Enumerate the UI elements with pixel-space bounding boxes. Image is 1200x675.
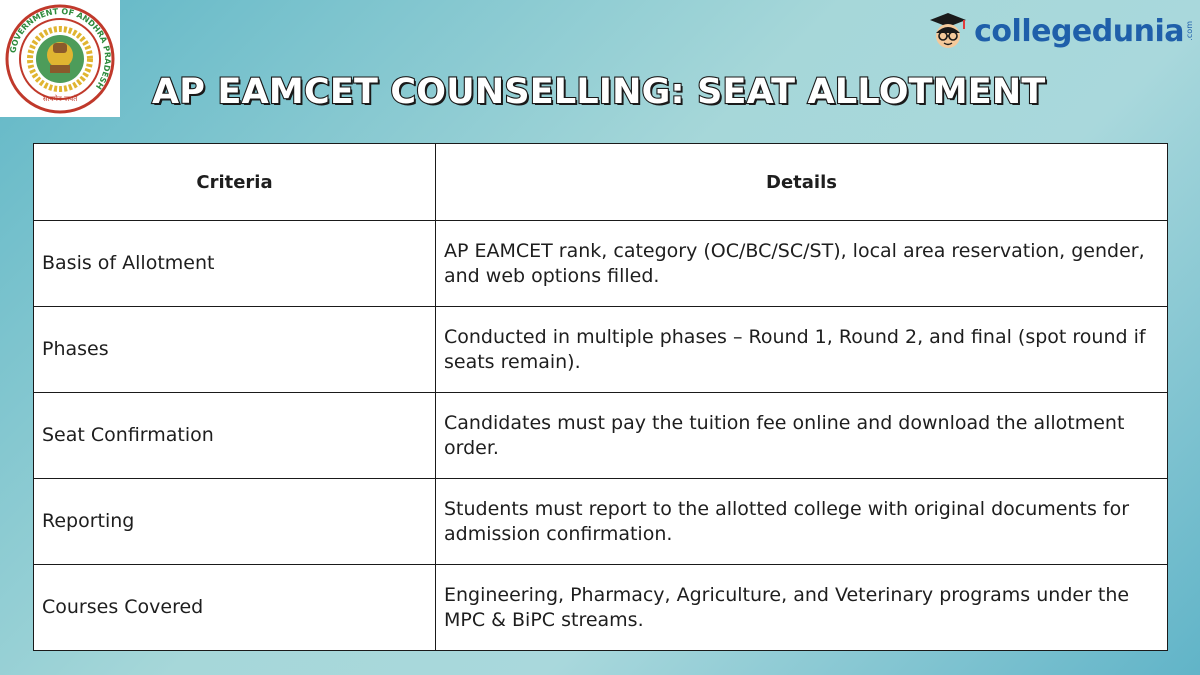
table-header-row [34,144,1168,221]
table-row [34,565,1168,651]
criteria-cell: Phases [34,307,436,393]
details-cell: Candidates must pay the tuition fee online and download the allotment order. [436,393,1168,479]
table-row [34,479,1168,565]
details-cell: Students must report to the allotted college with original documents for admission confirmation. [436,479,1168,565]
table-row [34,393,1168,479]
emblem-ring-text: GOVERNMENT OF ANDHRA PRADESH [8,6,113,91]
emblem-motto: सत्यमेव जयते [42,95,78,103]
column-header-details: Details [436,144,1168,221]
emblem-seal-icon [4,3,116,115]
criteria-cell: Basis of Allotment [34,221,436,307]
graduate-mascot-icon [926,9,970,53]
details-cell: Engineering, Pharmacy, Agriculture, and Veterinary programs under the MPC & BiPC streams. [436,565,1168,651]
criteria-cell: Seat Confirmation [34,393,436,479]
seat-allotment-table [33,143,1168,651]
criteria-cell: Reporting [34,479,436,565]
table-row [34,307,1168,393]
details-cell: AP EAMCET rank, category (OC/BC/SC/ST), local area reservation, gender, and web options filled. [436,221,1168,307]
criteria-cell: Courses Covered [34,565,436,651]
brand-suffix: .com [1185,21,1194,41]
details-cell: Conducted in multiple phases – Round 1, Round 2, and final (spot round if seats remain). [436,307,1168,393]
ap-government-emblem [0,0,120,117]
collegedunia-logo[interactable] [926,6,1194,56]
page-title: AP EAMCET COUNSELLING: SEAT ALLOTMENT [152,72,1046,112]
brand-name: collegedunia [974,13,1184,49]
column-header-criteria: Criteria [34,144,436,221]
table-row [34,221,1168,307]
